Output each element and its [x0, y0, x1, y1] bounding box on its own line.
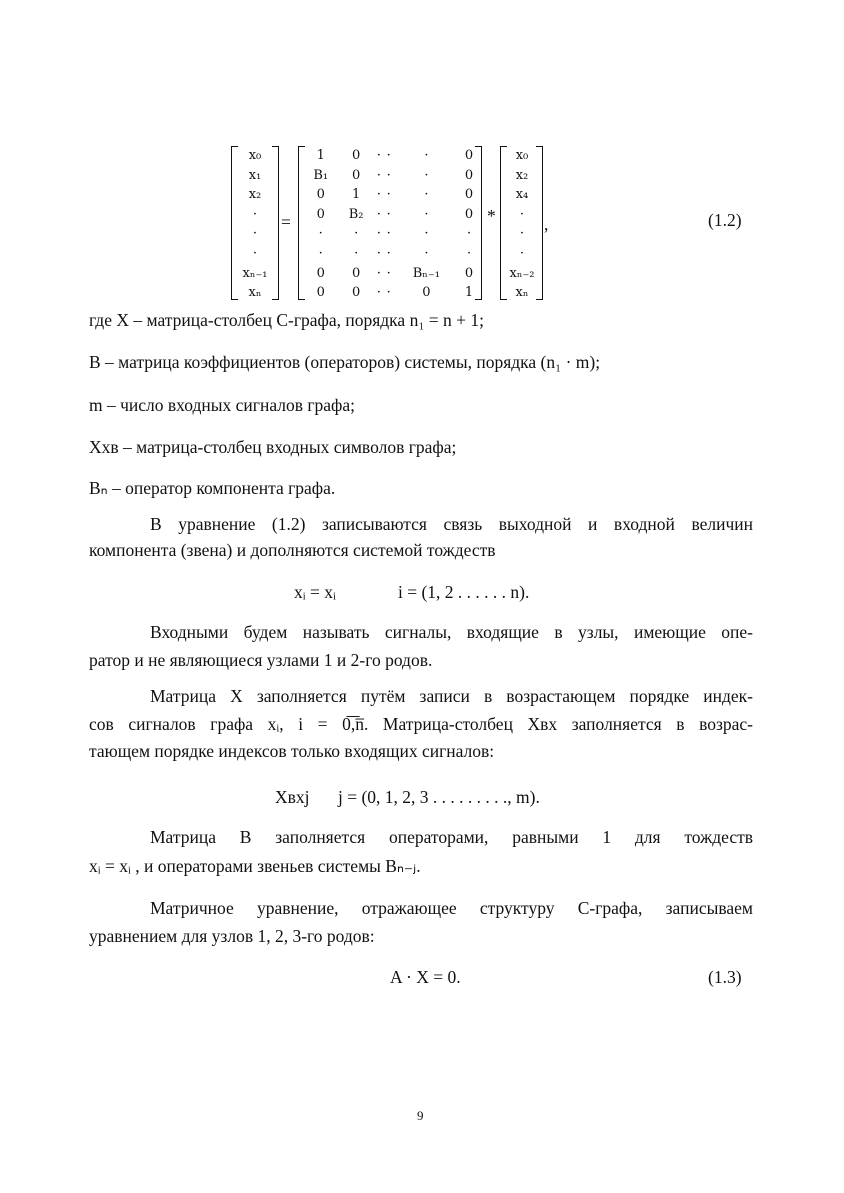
identity-equation: xᵢ = xᵢ — [294, 582, 336, 602]
multiply-sign: * — [487, 206, 496, 226]
comma: , — [544, 214, 549, 234]
matrix-cell: 0 — [351, 167, 361, 183]
matrix-cell: B₁ — [313, 167, 329, 183]
matrix-row — [303, 283, 479, 303]
vector-entry: · — [252, 226, 258, 242]
matrix-row — [303, 205, 479, 225]
paragraph-line: xᵢ = xᵢ , и операторами звеньев системы Bₙ₋ⱼ. — [89, 856, 421, 876]
matrix-cell: 0 — [464, 206, 474, 222]
equation-number: (1.3) — [708, 967, 742, 987]
vector-entry: xₙ₋₂ — [509, 265, 535, 281]
matrix-cell: 1 — [464, 285, 474, 301]
equation-1-3: A · X = 0. — [390, 967, 461, 987]
vector-entry: · — [519, 245, 525, 261]
matrix-cell: B₂ — [348, 206, 364, 222]
vector-entry: · — [519, 206, 525, 222]
vector-entry: · — [519, 226, 525, 242]
matrix-cell: 0 — [422, 285, 431, 301]
paragraph-line: Входными будем называть сигналы, входящие в узлы, имеющие опе- — [150, 622, 753, 642]
paragraph-line: компонента (звена) и дополняются системой тождеств — [89, 540, 496, 560]
matrix-cell: · — [424, 206, 429, 222]
matrix-cell: · — [386, 206, 391, 222]
vector-entry: xₙ₋₁ — [242, 265, 268, 281]
matrix-row — [303, 224, 479, 244]
matrix-cell: · — [354, 226, 359, 242]
matrix-cell: · — [376, 245, 381, 261]
vector-entry: x₀ — [248, 148, 262, 163]
equals-sign: = — [281, 212, 291, 232]
paragraph-line: Матрица B заполняется операторами, равными 1 для тождеств — [150, 827, 753, 847]
lhs-vector — [237, 146, 273, 303]
matrix-cell: Bₙ₋₁ — [412, 265, 441, 281]
matrix-cell: 0 — [316, 206, 325, 222]
matrix-cell: · — [376, 148, 381, 163]
matrix-cell: 0 — [464, 265, 474, 281]
matrix-row — [303, 166, 479, 186]
paragraph-line: уравнением для узлов 1, 2, 3-го родов: — [89, 926, 375, 946]
matrix-row — [303, 185, 479, 205]
matrix-cell: · — [386, 148, 391, 163]
matrix-cell: 1 — [316, 148, 325, 163]
matrix-row — [303, 264, 479, 284]
vector-entry: x₁ — [248, 167, 262, 183]
input-range: j = (0, 1, 2, 3 . . . . . . . . ., m). — [338, 787, 540, 807]
matrix-cell: · — [386, 265, 391, 281]
matrix-cell: 0 — [351, 148, 361, 163]
matrix-cell: · — [386, 167, 391, 183]
matrix-cell: · — [376, 167, 381, 183]
matrix-cell: 1 — [351, 187, 361, 203]
matrix-cell: 0 — [351, 285, 361, 301]
vector-entry: xₙ — [248, 285, 262, 301]
paragraph-line: Матрица X заполняется путём записи в возрастающем порядке индек- — [150, 686, 753, 706]
vector-entry: x₂ — [515, 167, 529, 183]
matrix-cell: · — [318, 226, 323, 242]
page-number: 9 — [417, 1108, 424, 1123]
vector-entry: x₀ — [515, 148, 529, 163]
identity-range: i = (1, 2 . . . . . . n). — [398, 582, 530, 602]
definition-line: Bₙ – оператор компонента графа. — [89, 478, 336, 498]
paragraph-line: Матричное уравнение, отражающее структуру С-графа, записываем — [150, 898, 753, 918]
matrix-cell: 0 — [351, 265, 361, 281]
vector-entry: · — [252, 206, 258, 222]
matrix-cell: · — [376, 265, 381, 281]
definition-line: где X – матрица-столбец С-графа, порядка n₁ = n + 1; — [89, 310, 485, 330]
matrix-cell: · — [376, 206, 381, 222]
matrix-cell: · — [386, 226, 391, 242]
matrix-cell: · — [466, 226, 472, 242]
matrix-cell: · — [354, 245, 359, 261]
matrix-cell: 0 — [464, 187, 474, 203]
matrix-cell: · — [318, 245, 323, 261]
definition-line: B – матрица коэффициентов (операторов) системы, порядка (n₁ · m); — [89, 352, 601, 372]
vector-entry: · — [252, 245, 258, 261]
matrix-cell: 0 — [316, 187, 325, 203]
definition-line: m – число входных сигналов графа; — [89, 395, 356, 415]
matrix-cell: · — [424, 167, 429, 183]
rhs-vector — [504, 146, 540, 303]
definition-line: Xхв – матрица-столбец входных символов графа; — [89, 437, 457, 457]
matrix-cell: · — [424, 187, 429, 203]
matrix-cell: · — [386, 187, 391, 203]
paragraph-line: ратор и не являющиеся узлами 1 и 2-го родов. — [89, 650, 433, 670]
matrix-cell: · — [376, 226, 381, 242]
matrix-cell: 0 — [464, 167, 474, 183]
matrix-cell: 0 — [316, 265, 325, 281]
matrix-cell: · — [424, 245, 429, 261]
matrix-cell: · — [424, 226, 429, 242]
input-equation: Xвхj — [275, 787, 310, 807]
paragraph-line: В уравнение (1.2) записываются связь выходной и входной величин — [150, 514, 753, 534]
paragraph-line: тающем порядке индексов только входящих сигналов: — [89, 741, 495, 761]
coefficient-matrix — [303, 146, 479, 303]
matrix-cell: · — [424, 148, 429, 163]
matrix-cell: · — [386, 285, 391, 301]
matrix-cell: · — [466, 245, 472, 261]
matrix-cell: · — [386, 245, 391, 261]
vector-entry: x₄ — [515, 187, 529, 203]
matrix-row — [303, 146, 479, 166]
matrix-cell: 0 — [316, 285, 325, 301]
matrix-cell: · — [376, 187, 381, 203]
paragraph-line: сов сигналов графа xᵢ, i = 0̅,̅n̅. Матрица-столбец Xвх заполняется в возрас- — [89, 714, 753, 734]
vector-entry: x₂ — [248, 187, 262, 203]
matrix-cell: 0 — [464, 148, 474, 163]
vector-entry: xₙ — [515, 285, 529, 301]
matrix-cell: · — [376, 285, 381, 301]
equation-number: (1.2) — [708, 210, 742, 230]
matrix-row — [303, 244, 479, 264]
